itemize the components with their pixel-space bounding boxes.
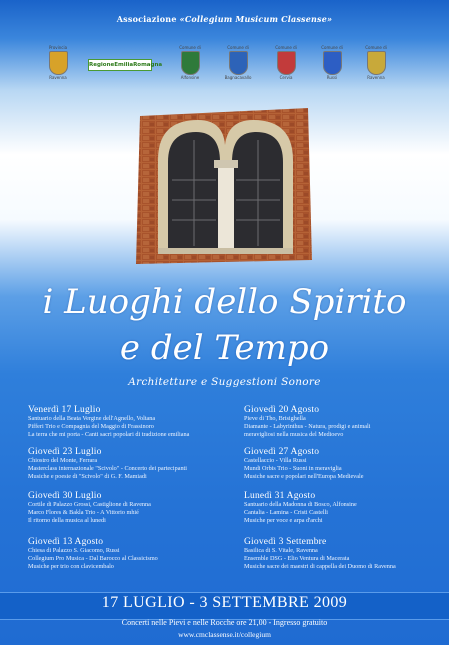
event-line: Santuario della Beata Vergine dell'Agnello, Voltana bbox=[28, 415, 156, 422]
event-line: La terra che mi porta - Canti sacri popolari di tradizione emiliana bbox=[28, 431, 190, 438]
festival-dates: 17 LUGLIO - 3 SETTEMBRE 2009 bbox=[101, 594, 348, 611]
province-crest-icon bbox=[49, 51, 68, 75]
event-day: Venerdì 17 Luglio bbox=[28, 405, 101, 415]
event-line: Musiche per trio con clavicembalo bbox=[28, 563, 114, 570]
event-line: Marco Flores & Bakla Trio - A Vittorio mhié bbox=[28, 509, 139, 516]
event-line: Diamante - Labyrinthus - Natura, prodigi e animali bbox=[244, 423, 371, 430]
event-line: Musiche sacre dei maestri di cappella dei Duomo di Ravenna bbox=[244, 563, 396, 570]
logo-caption: Comune di bbox=[321, 45, 343, 50]
logo-caption: Provincia bbox=[48, 45, 68, 50]
logo-bagnacavallo bbox=[218, 45, 258, 81]
event-day: Giovedì 23 Luglio bbox=[28, 447, 102, 457]
footer-website[interactable]: www.cmclassense.it/collegium bbox=[178, 630, 271, 639]
event-line: Musiche per voce e arpa d'archi bbox=[244, 517, 323, 524]
event-day: Giovedì 30 Luglio bbox=[28, 491, 102, 501]
crest-icon bbox=[323, 51, 342, 75]
association-name: «Collegium Musicum Classense» bbox=[179, 14, 333, 24]
event-item bbox=[28, 491, 228, 525]
logo-bottom-label: Bagnacavallo bbox=[224, 75, 252, 80]
logo-bottom-label: Ravenna bbox=[49, 75, 67, 80]
logo-caption: Comune di bbox=[179, 45, 201, 50]
logo-caption: Comune di bbox=[365, 45, 387, 50]
logo-caption: Comune di bbox=[275, 45, 297, 50]
event-line: Musiche e poesie di "Scivolo" di G. F. Mamiadi bbox=[28, 473, 147, 480]
romanesque-window-image bbox=[128, 100, 318, 268]
logo-ravenna bbox=[358, 45, 394, 81]
crest-icon bbox=[367, 51, 386, 75]
event-line: Masterclass internazionale "Scivolo" - Concerto dei partecipanti bbox=[28, 465, 187, 472]
event-item bbox=[28, 537, 228, 571]
event-line: Ensemble DSG - Elio Ventura di Macerata bbox=[244, 555, 350, 562]
crest-icon bbox=[229, 51, 248, 75]
logo-regione bbox=[88, 49, 163, 71]
logo-bottom-label: Russi bbox=[326, 75, 338, 80]
poster-title-line1: i Luoghi dello Spirito bbox=[42, 282, 407, 322]
event-day: Giovedì 13 Agosto bbox=[28, 537, 104, 547]
association-header bbox=[0, 14, 449, 24]
footer-note: Concerti nelle Pievi e nelle Rocche ore 21,00 - Ingresso gratuito bbox=[121, 618, 328, 627]
logo-provincia bbox=[40, 45, 76, 81]
event-line: Cortile di Palazzo Grossi, Castiglione di Ravenna bbox=[28, 501, 151, 508]
event-line: Castellaccio - Villa Russi bbox=[244, 457, 307, 464]
event-day: Giovedì 3 Settembre bbox=[244, 537, 327, 547]
brick-window-icon bbox=[128, 100, 318, 268]
event-item bbox=[244, 405, 444, 439]
event-line: Il ritorno della musica al lunedi bbox=[28, 517, 106, 524]
logo-bottom-label: Alfonsine bbox=[180, 75, 200, 80]
crest-icon bbox=[277, 51, 296, 75]
event-day: Lunedì 31 Agosto bbox=[244, 491, 316, 501]
logo-caption: Comune di bbox=[227, 45, 249, 50]
logo-cervia bbox=[268, 45, 304, 81]
logo-bottom-label: Ravenna bbox=[367, 75, 385, 80]
event-line: Pifferi Trio e Compagnia del Maggio di Frassinoro bbox=[28, 423, 154, 430]
event-item bbox=[244, 491, 444, 525]
event-line: Pieve di Tho, Brisighella bbox=[244, 415, 306, 422]
event-line: Cantalia - Lamina - Cristi Castelli bbox=[244, 509, 329, 516]
event-day: Giovedì 20 Agosto bbox=[244, 405, 320, 415]
event-line: Collegium Pro Musica - Dal Barocco al Classicismo bbox=[28, 555, 158, 562]
logo-bottom-label: Cervia bbox=[279, 75, 293, 80]
event-item bbox=[244, 537, 444, 571]
event-line: Musiche sacre e popolari nell'Europa Medievale bbox=[244, 473, 364, 480]
event-line: meravigliosi nella musica del Medioevo bbox=[244, 431, 344, 438]
poster-subtitle: Architetture e Suggestioni Sonore bbox=[128, 376, 321, 388]
event-item bbox=[244, 447, 444, 481]
event-line: Chiostro del Monte, Ferrara bbox=[28, 457, 98, 464]
event-line: Mundi Orbis Trio - Suoni in meraviglia bbox=[244, 465, 342, 472]
event-day: Giovedì 27 Agosto bbox=[244, 447, 320, 457]
crest-icon bbox=[181, 51, 200, 75]
emilia-romagna-logo-icon: RegioneEmiliaRomagna bbox=[88, 59, 152, 71]
poster-title-line2: e del Tempo bbox=[119, 328, 330, 368]
event-item bbox=[28, 447, 228, 481]
event-line: Chiesa di Palazzo S. Giacomo, Russi bbox=[28, 547, 120, 554]
logo-alfonsine bbox=[172, 45, 208, 81]
event-item bbox=[28, 405, 228, 439]
logo-russi bbox=[314, 45, 350, 81]
association-label: Associazione bbox=[116, 14, 177, 24]
event-line: Santuario della Madonna di Bosco, Alfonsine bbox=[244, 501, 357, 508]
event-line: Basilica di S. Vitale, Ravenna bbox=[244, 547, 318, 554]
sponsor-logos bbox=[40, 45, 420, 91]
